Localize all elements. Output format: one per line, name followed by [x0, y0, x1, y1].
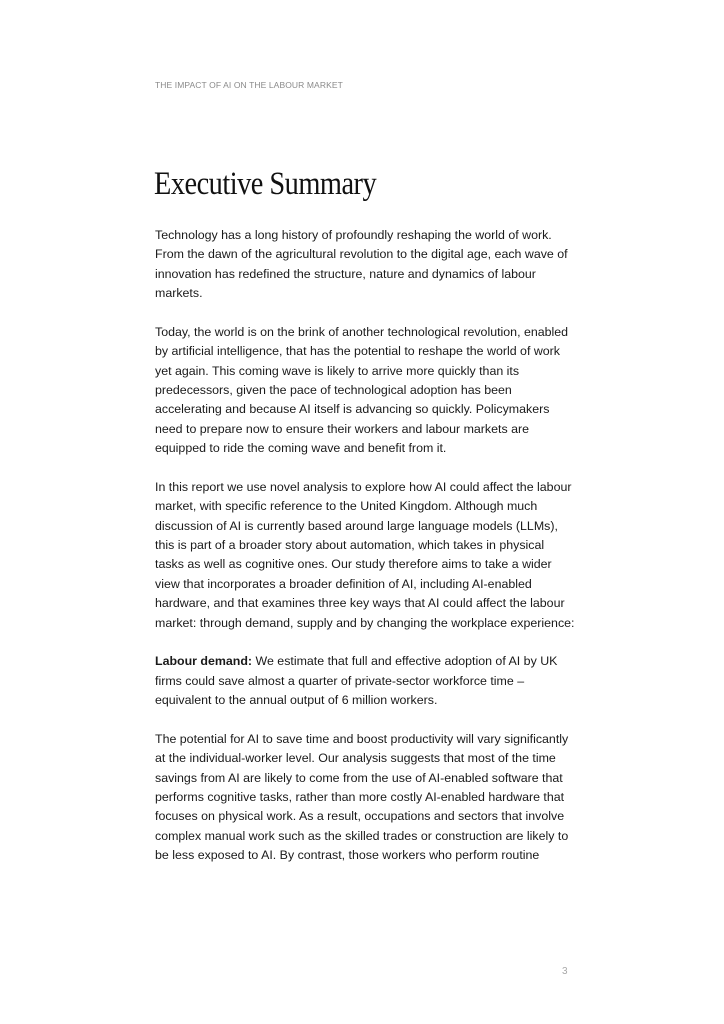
- page-title: Executive Summary: [154, 166, 377, 202]
- paragraph-time-savings: The potential for AI to save time and boost productivity will vary significantly at the individual-worker level. Our analysis suggests that most of the time savings from AI are likely to come from the use of AI-enabled software that performs cognitive tasks, rather than more costly AI-enabled hardware that focuses on physical work. As a result, occupations and sectors that involve complex manual work such as the skilled trades or construction are likely to be less exposed to AI. By contrast, those workers who perform routine: [155, 731, 569, 863]
- paragraph-labour-demand: [155, 652, 575, 710]
- paragraph-report-scope: In this report we use novel analysis to explore how AI could affect the labour market, with specific reference to the United Kingdom. Although much discussion of AI is currently based around large language models (LLMs), this is part of a broader story about automation, which takes in physical tasks as well as cognitive ones. Our study therefore aims to take a wider view that incorporates a broader definition of AI, including AI-enabled hardware, and that examines three key ways that AI could affect the labour market: through demand, supply and by changing the workplace experience:: [155, 479, 575, 630]
- labour-demand-lead: Labour demand:: [155, 654, 253, 669]
- body-text: [155, 226, 575, 885]
- running-header: THE IMPACT OF AI ON THE LABOUR MARKET: [155, 80, 343, 90]
- paragraph-intro: Technology has a long history of profoundly reshaping the world of work. From the dawn of the agricultural revolution to the digital age, each wave of innovation has redefined the structure, nature and dynamics of labour markets.: [155, 228, 568, 301]
- paragraph-revolution: Today, the world is on the brink of another technological revolution, enabled by artificial intelligence, that has the potential to reshape the world of work yet again. This coming wave is likely to arrive more quickly than its predecessors, given the pace of technological adoption has been accelerating and because AI itself is advancing so quickly. Policymakers need to prepare now to ensure their workers and labour markets are equipped to ride the coming wave and benefit from it.: [155, 324, 569, 456]
- labour-demand-text: We estimate that full and effective adoption of AI by UK firms could save almost a quarter of private-sector workforce time – equivalent to the annual output of 6 million workers.: [155, 654, 558, 708]
- page-number: 3: [562, 966, 568, 977]
